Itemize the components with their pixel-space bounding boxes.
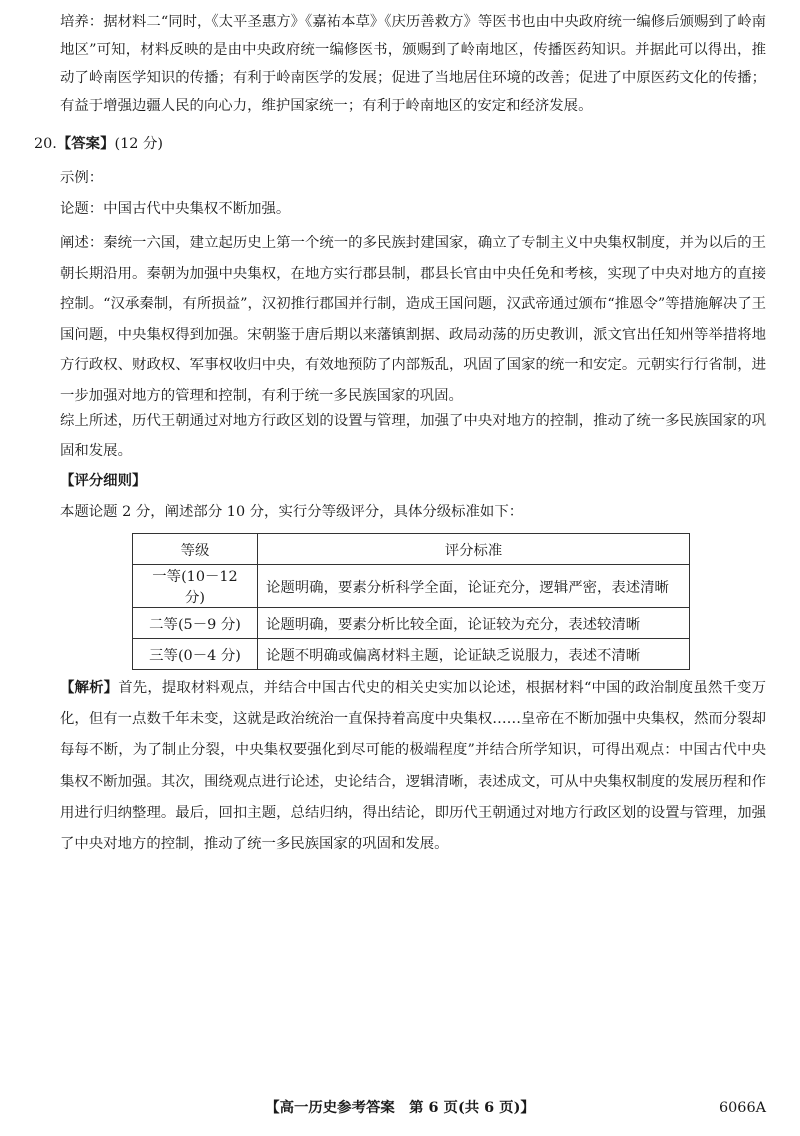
table-row <box>133 565 690 608</box>
grading-header-level: 等级 <box>133 534 258 565</box>
rubric-heading: 【评分细则】 <box>60 472 147 489</box>
grading-table <box>132 533 690 670</box>
q20-header <box>34 132 163 156</box>
grade-level-cell: 一等(10－12 分) <box>133 565 258 608</box>
footer-doc-code: 6066A <box>718 1100 766 1116</box>
q20-answer-tag: 【答案】 <box>56 135 115 152</box>
analysis-tag: 【解析】 <box>60 679 119 696</box>
table-row <box>133 639 690 670</box>
q19-tail-paragraph: 培养：据材料二“同时，《太平圣惠方》《嘉祐本草》《庆历善救方》等医书也由中央政府统一编修后颁赐到了岭南地区”可知，材料反映的是由中央政府统一编修医书，颁赐到了岭南地区，传播医药知识。并据此可以得出，推动了岭南医学知识的传播；有利于岭南医学的发展；促进了当地居住环境的改善；促进了中原医药文化的传播；有益于增强边疆人民的向心力，维护国家统一；有利于岭南地区的安定和经济发展。 <box>60 14 766 114</box>
table-row <box>133 608 690 639</box>
grading-header-standard: 评分标准 <box>258 534 690 565</box>
grade-standard-cell: 论题明确，要素分析科学全面，论证充分，逻辑严密，表述清晰 <box>258 565 690 608</box>
q20-argument: 阐述：秦统一六国，建立起历史上第一个统一的多民族封建国家，确立了专制主义中央集权制度，并为以后的王朝长期沿用。秦朝为加强中央集权，在地方实行郡县制，郡县长官由中央任免和考核，实现了中央对地方的直接控制。“汉承秦制，有所损益”，汉初推行郡国并行制，造成王国问题，汉武帝通过颁布“推恩令”等措施解决了王国问题，中央集权得到加强。宋朝鉴于唐后期以来藩镇割据、政局动荡的历史教训，派文官出任知州等举措将地方行政权、财政权、军事权收归中央，有效地预防了内部叛乱，巩固了国家的统一和安定。元朝实行行省制，进一步加强对地方的管理和控制，有利于统一多民族国家的巩固。 <box>60 235 766 404</box>
footer-page-info: 【高一历史参考答案 第 6 页(共 6 页)】 <box>265 1099 535 1116</box>
q20-example-label: 示例： <box>60 170 104 186</box>
q20-number: 20. <box>34 136 57 152</box>
grading-table-header <box>133 534 690 565</box>
grade-standard-cell: 论题不明确或偏离材料主题，论证缺乏说服力，表述不清晰 <box>258 639 690 670</box>
q20-points: (12 分) <box>114 136 163 152</box>
rubric-intro: 本题论题 2 分，阐述部分 10 分，实行分等级评分，具体分级标准如下： <box>60 504 524 520</box>
q20-conclusion: 综上所述，历代王朝通过对地方行政区划的设置与管理，加强了中央对地方的控制，推动了统一多民族国家的巩固和发展。 <box>60 413 766 459</box>
grade-level-cell: 二等(5－9 分) <box>133 608 258 639</box>
grade-standard-cell: 论题明确，要素分析比较全面，论证较为充分，表述较清晰 <box>258 608 690 639</box>
q20-thesis: 论题：中国古代中央集权不断加强。 <box>60 201 291 217</box>
analysis-body: 首先，提取材料观点，并结合中国古代史的相关史实加以论述，根据材料“中国的政治制度虽然千变万化，但有一点数千年未变，这就是政治统治一直保持着高度中央集权……皇帝在不断加强中央集权，然而分裂却每每不断，为了制止分裂，中央集权要强化到尽可能的极端程度”并结合所学知识，可得出观点：中国古代中央集权不断加强。其次，围绕观点进行论述，史论结合，逻辑清晰，表述成文，可从中央集权制度的发展历程和作用进行归纳整理。最后，回扣主题，总结归纳，得出结论，即历代王朝通过对地方行政区划的设置与管理，加强了中央对地方的控制，推动了统一多民族国家的巩固和发展。 <box>60 680 766 853</box>
grade-level-cell: 三等(0－4 分) <box>133 639 258 670</box>
q20-analysis <box>60 672 766 860</box>
